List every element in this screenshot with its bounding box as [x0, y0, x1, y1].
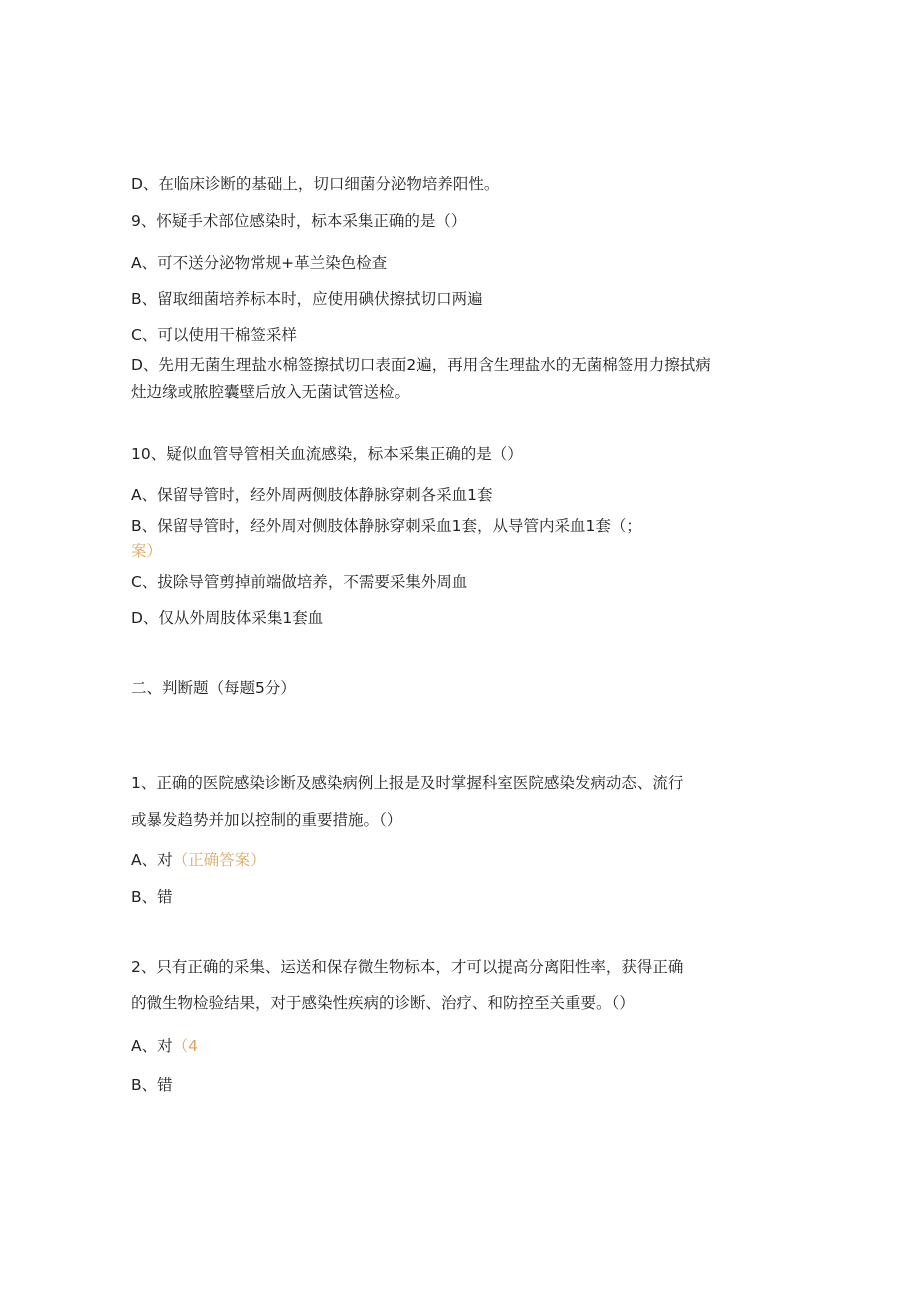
tf2-stem-line1: 2、只有正确的采集、运送和保存微生物标本，才可以提高分离阳性率，获得正确 [131, 958, 684, 976]
q9-option-b: B、留取细菌培养标本时，应使用碘伏擦拭切口两遍 [131, 290, 483, 308]
q9-stem: 9、怀疑手术部位感染时，标本采集正确的是（） [131, 212, 467, 230]
q9-option-d-line2: 灶边缘或脓腔囊壁后放入无菌试管送检。 [131, 383, 411, 401]
q10-option-c: C、拔除导管剪掉前端做培养，不需要采集外周血 [131, 573, 468, 591]
q10-option-b-answer: 案） [131, 542, 163, 560]
tf1-stem-line1: 1、正确的医院感染诊断及感染病例上报是及时掌握科室医院感染发病动态、流行 [131, 774, 684, 792]
q9-option-d-line1: D、先用无菌生理盐水棉签擦拭切口表面2遍，再用含生理盐水的无菌棉签用力擦拭病 [131, 356, 711, 374]
tf2-stem-line2: 的微生物检验结果，对于感染性疾病的诊断、治疗、和防控至关重要。（） [131, 994, 635, 1012]
tf2-answer-mark: （4 [172, 1037, 198, 1055]
q9-option-a: A、可不送分泌物常规+革兰染色检查 [131, 254, 388, 272]
tf1-stem-line2: 或暴发趋势并加以控制的重要措施。（） [131, 811, 403, 829]
tf1-option-a-label: A、对 [131, 851, 173, 869]
tf1-answer-mark: （正确答案） [172, 851, 266, 869]
tf1-option-a [131, 850, 266, 870]
tf1-option-b: B、错 [131, 888, 173, 906]
q10-stem: 10、疑似血管导管相关血流感染，标本采集正确的是（） [131, 445, 523, 463]
tf2-option-a [131, 1036, 198, 1056]
q9-option-c: C、可以使用干棉签采样 [131, 326, 297, 344]
tf2-option-a-label: A、对 [131, 1037, 173, 1055]
section-heading: 二、判断题（每题5分） [131, 679, 296, 697]
q10-option-d: D、仅从外周肢体采集1套血 [131, 609, 324, 627]
q10-option-a: A、保留导管时，经外周两侧肢体静脉穿刺各采血1套 [131, 486, 493, 504]
q10-option-b-line1: B、保留导管时，经外周对侧肢体静脉穿刺采血1套，从导管内采血1套（； [131, 517, 642, 535]
tf2-option-b: B、错 [131, 1076, 173, 1094]
q8-option-d: D、在临床诊断的基础上，切口细菌分泌物培养阳性。 [131, 175, 500, 193]
